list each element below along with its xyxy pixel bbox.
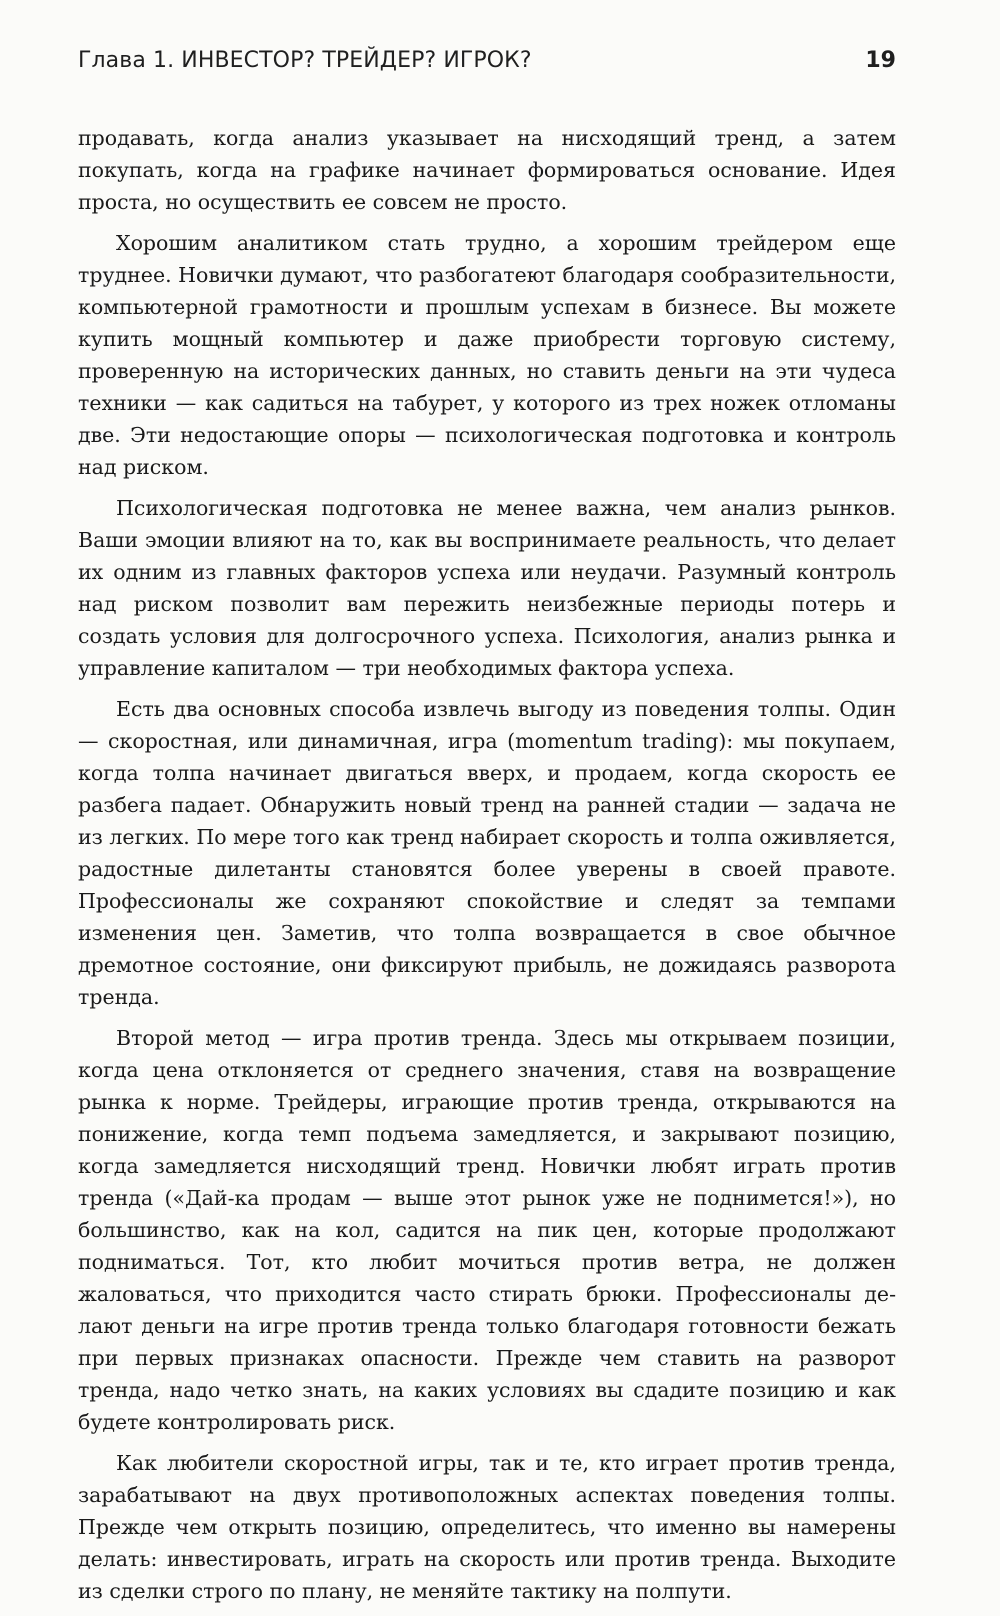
paragraph: Как любители скоростной игры, так и те, кто играет против тренда, зарабатывают на двух противоположных аспектах поведения толпы. Прежде чем открыть позицию, определитесь, что именно вы намерены делать: инвестировать, играть на скорость или против тренда. Выходите из сделки строго по плану, не меняйте тактику на полпути.: [78, 1451, 896, 1603]
body-text: [78, 122, 896, 1616]
running-header: [78, 48, 896, 80]
paragraph: Второй метод — игра против тренда. Здесь мы открываем позиции, когда цена отклоняется от среднего значения, ставя на возвращение рынка к норме. Трейдеры, играющие против тренда, открываются на понижение, когда темп подъема замедляется, и закрывают позицию, когда замедляется нисходящий тренд. Новички любят играть против тренда («Дай-ка продам — выше этот рынок уже не поднимется!»), но большинство, как на кол, садится на пик цен, которые продолжают подниматься. Тот, кто любит мочиться против ветра, не должен жаловаться, что приходится часто стирать брюки. Профессионалы делают деньги на игре против тренда только благодаря готовности бежать при первых признаках опасности. Прежде чем ставить на разворот тренда, надо четко знать, на каких условиях вы сдадите позицию и как будете контролировать риск.: [78, 1026, 896, 1434]
paragraph: продавать, когда анализ указывает на нисходящий тренд, а затем покупать, когда на графике начинает формироваться основание. Идея проста, но осуществить ее совсем не просто.: [78, 126, 896, 214]
paragraph: Психологическая подготовка не менее важна, чем анализ рынков. Ваши эмоции влияют на то, как вы воспринимаете реальность, что делает их одним из главных факторов успеха или неудачи. Разумный контроль над риском позволит вам пережить неизбежные периоды потерь и создать условия для долгосрочного успеха. Психология, анализ рынка и управление капиталом — три необходимых фактора успеха.: [78, 496, 896, 680]
paragraph: Есть два основных способа извлечь выгоду из поведения толпы. Один — скоростная, или динамичная, игра (momentum trading): мы покупаем, когда толпа начинает двигаться вверх, и продаем, когда скорость ее разбега падает. Обнаружить новый тренд на ранней стадии — задача не из легких. По мере того как тренд набирает скорость и толпа оживляется, радостные дилетанты становятся более уверены в своей правоте. Профессионалы же сохраняют спокойствие и следят за темпами изменения цен. Заметив, что толпа возвращается в свое обычное дремотное состояние, они фиксируют прибыль, не дожидаясь разворота тренда.: [78, 697, 896, 1009]
paragraph: Хорошим аналитиком стать трудно, а хорошим трейдером еще труднее. Новички думают, что разбогатеют благодаря сообразительности, компьютерной грамотности и прошлым успехам в бизнесе. Вы можете купить мощный компьютер и даже приобрести торговую систему, проверенную на исторических данных, но ставить деньги на эти чудеса техники — как садиться на табурет, у которого из трех ножек отломаны две. Эти недостающие опоры — психологическая подготовка и контроль над риском.: [78, 231, 896, 479]
chapter-title: Глава 1. ИНВЕСТОР? ТРЕЙДЕР? ИГРОК?: [78, 48, 532, 73]
page-number: 19: [865, 48, 896, 73]
